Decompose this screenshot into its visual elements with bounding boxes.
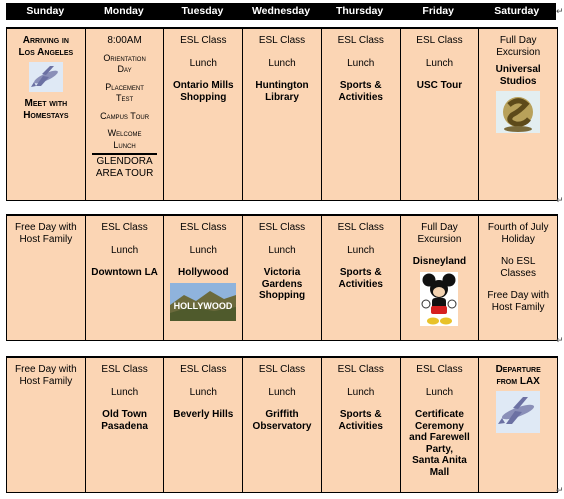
week3-thursday: [321, 358, 400, 492]
beverly-hills: Beverly Hills: [173, 409, 234, 420]
sports-line1: Sports &: [339, 267, 382, 278]
certificate-line6: Mall: [429, 466, 450, 478]
week3-friday: [400, 358, 479, 492]
excursion-line1: Full Day: [421, 222, 458, 233]
header-sunday: Sunday: [26, 5, 65, 17]
week2-wednesday: [242, 216, 321, 340]
esl-class: ESL Class: [180, 364, 227, 375]
certificate-line4: Party,: [425, 443, 453, 455]
week3-wednesday: [242, 358, 321, 492]
meet-line1: Meet with: [24, 98, 68, 109]
lunch: Lunch: [268, 57, 296, 69]
sports-line2: Activities: [338, 278, 383, 290]
divider-line: [92, 153, 158, 155]
free-day-line1: Free Day with: [15, 222, 77, 233]
orientation-line1: Orientation: [103, 52, 146, 63]
departure-line2: from LAX: [496, 375, 540, 387]
campus-tour: Campus Tour: [100, 110, 150, 121]
universal-studios-globe-icon: [496, 91, 540, 133]
holiday-line1: Fourth of July: [487, 222, 549, 233]
ontario-line1: Ontario Mills: [173, 80, 234, 91]
certificate-line3: and Farewell: [409, 432, 470, 443]
sports-line1: Sports &: [339, 409, 382, 420]
free-day-line1: Free Day with: [487, 290, 550, 301]
lunch: Lunch: [347, 57, 375, 69]
huntington-line1: Huntington: [255, 80, 309, 91]
header-thursday: Thursday: [335, 5, 384, 17]
esl-class: ESL Class: [337, 222, 384, 233]
meet-line2: Homestays: [23, 109, 69, 121]
arriving-line1: Arriving in: [22, 35, 69, 46]
glendora-line2: AREA TOUR: [95, 167, 154, 179]
week-3-row: [6, 356, 558, 493]
free-day-line1: Free Day with: [15, 364, 77, 375]
welcome-line2: Lunch: [113, 139, 136, 150]
hollywood-sign-icon: [170, 283, 236, 321]
mickey-mouse-icon: [420, 272, 458, 326]
free-day-line2: Host Family: [19, 375, 73, 387]
return-mark: ↵: [556, 485, 564, 495]
disneyland: Disneyland: [412, 256, 467, 267]
arriving-line2: Los Angeles: [18, 46, 74, 58]
header-monday: Monday: [104, 5, 144, 17]
week3-monday: [85, 358, 164, 492]
esl-class: ESL Class: [180, 222, 227, 233]
lunch: Lunch: [110, 244, 139, 256]
week1-saturday: [478, 29, 557, 200]
week3-tuesday: [163, 358, 242, 492]
header-tuesday: Tuesday: [181, 5, 224, 17]
glendora-line1: GLENDORA: [96, 156, 153, 167]
certificate-line5: Santa Anita: [412, 455, 467, 466]
week-1-row: [6, 27, 558, 201]
esl-class: ESL Class: [258, 222, 306, 233]
lunch: Lunch: [189, 57, 217, 69]
return-mark: ↵: [556, 195, 564, 205]
free-day-line2: Host Family: [491, 301, 545, 313]
griffith-line2: Observatory: [252, 420, 312, 432]
huntington-line2: Library: [265, 91, 299, 103]
week1-tuesday: [163, 29, 242, 200]
week1-friday: [400, 29, 479, 200]
lunch: Lunch: [268, 244, 296, 256]
hollywood: Hollywood: [178, 267, 229, 278]
griffith-line1: Griffith: [265, 409, 299, 420]
holiday-line2: Holiday: [501, 233, 535, 245]
return-mark: ↵: [556, 6, 564, 16]
no-esl-line1: No ESL: [500, 256, 536, 267]
certificate-line1: Certificate: [415, 409, 464, 420]
esl-class: ESL Class: [101, 364, 148, 375]
excursion-line1: Full Day: [499, 35, 537, 46]
victoria-line2: Gardens: [261, 278, 303, 290]
placement-line2: Test: [115, 93, 134, 103]
universal-line1: Universal: [495, 64, 541, 75]
esl-class: ESL Class: [416, 364, 463, 375]
week2-tuesday: [163, 216, 242, 340]
lunch: Lunch: [347, 386, 375, 398]
header-friday: Friday: [422, 5, 454, 17]
lunch: Lunch: [425, 57, 454, 69]
week2-thursday: [321, 216, 400, 340]
week2-friday: [400, 216, 479, 340]
sports-line2: Activities: [338, 420, 383, 432]
time-8am: 8:00AM: [107, 35, 142, 46]
week2-monday: [85, 216, 164, 340]
airplane-icon: [29, 62, 63, 92]
excursion-line2: Excursion: [417, 233, 462, 245]
lunch: Lunch: [110, 386, 139, 398]
departure-line1: Departure: [495, 364, 541, 375]
header-saturday: Saturday: [494, 5, 540, 17]
week3-sunday: [7, 358, 85, 492]
esl-class: ESL Class: [258, 364, 306, 375]
esl-class: ESL Class: [416, 35, 463, 46]
esl-class: ESL Class: [180, 35, 227, 46]
victoria-line3: Shopping: [258, 290, 306, 301]
downtown-la: Downtown LA: [91, 267, 158, 278]
week1-monday: [85, 29, 164, 200]
orientation-line2: Day: [117, 64, 132, 74]
lunch: Lunch: [268, 386, 296, 398]
hollywood-sign-text: HOLLYWOOD: [173, 300, 233, 311]
usc-tour: USC Tour: [416, 80, 463, 91]
return-mark: ↵: [556, 335, 564, 345]
esl-class: ESL Class: [337, 35, 384, 46]
week1-wednesday: [242, 29, 321, 200]
welcome-line1: Welcome: [107, 128, 142, 138]
week-2-row: [6, 214, 558, 341]
lunch: Lunch: [425, 386, 454, 398]
week1-thursday: [321, 29, 400, 200]
victoria-line1: Victoria: [263, 267, 301, 278]
esl-class: ESL Class: [337, 364, 384, 375]
certificate-line2: Ceremony: [415, 420, 464, 432]
no-esl-line2: Classes: [500, 267, 536, 279]
lunch: Lunch: [347, 244, 375, 256]
weekday-header-row: [6, 3, 556, 20]
week2-sunday: [7, 216, 85, 340]
sports-line2: Activities: [338, 91, 383, 103]
week2-saturday: [478, 216, 557, 340]
old-town-line2: Pasadena: [101, 420, 148, 432]
lunch: Lunch: [189, 386, 217, 398]
airplane-icon: [496, 391, 540, 433]
esl-class: ESL Class: [101, 222, 148, 233]
ontario-line2: Shopping: [180, 91, 227, 103]
old-town-line1: Old Town: [102, 409, 147, 420]
lunch: Lunch: [189, 244, 217, 256]
week3-saturday: [478, 358, 557, 492]
sports-line1: Sports &: [339, 80, 382, 91]
week1-sunday: [7, 29, 85, 200]
placement-line1: Placement: [105, 81, 144, 92]
universal-line2: Studios: [499, 75, 537, 87]
excursion-line2: Excursion: [496, 46, 541, 58]
esl-class: ESL Class: [258, 35, 306, 46]
header-wednesday: Wednesday: [251, 5, 311, 17]
free-day-line2: Host Family: [19, 233, 73, 245]
